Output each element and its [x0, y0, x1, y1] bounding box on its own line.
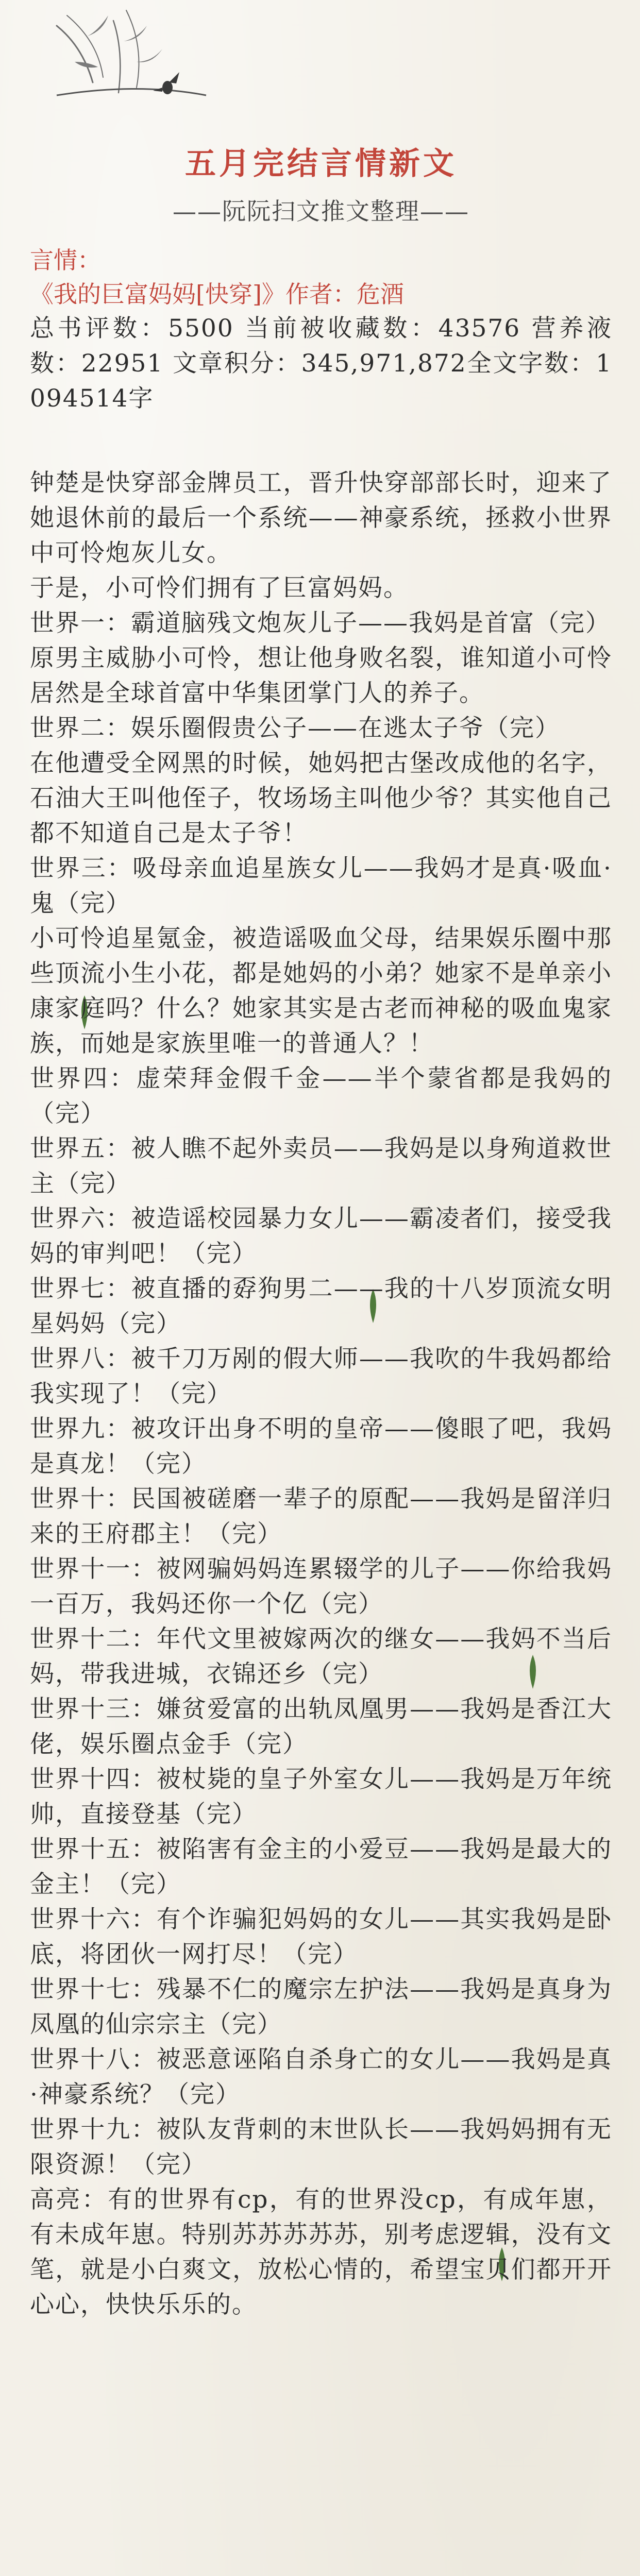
world-entry: 世界三：吸母亲血追星族女儿——我妈才是真·吸血·鬼（完） [30, 854, 612, 918]
world-entry: 世界十二：年代文里被嫁两次的继女——我妈不当后妈，带我进城，衣锦还乡（完） [30, 1625, 612, 1688]
world-entry: 世界二：娱乐圈假贵公子——在逃太子爷（完） [30, 714, 560, 742]
world-entry: 世界十八：被恶意诬陷自杀身亡的女儿——我妈是真·神豪系统？（完） [30, 2045, 612, 2109]
world-entry: 世界十一：被网骗妈妈连累辍学的儿子——你给我妈一百万，我妈还你一个亿（完） [30, 1555, 612, 1618]
world-entry: 世界八：被千刀万剐的假大师——我吹的牛我妈都给我实现了！（完） [30, 1345, 612, 1408]
article-content [30, 139, 612, 2323]
world-entry: 世界六：被造谣校园暴力女儿——霸凌者们，接受我妈的审判吧！（完） [30, 1205, 612, 1268]
world-entry: 世界十九：被队友背刺的末世队长——我妈妈拥有无限资源！（完） [30, 2115, 612, 2179]
book-stats: 总书评数：5500 当前被收藏数：43576 营养液数：22951 文章积分：345,971,872全文字数：1094514字 [30, 314, 612, 413]
synopsis-paragraph: 钟楚是快穿部金牌员工，晋升快穿部部长时，迎来了她退休前的最后一个系统——神豪系统，拯救小世界中可怜炮灰儿女。 [30, 469, 612, 567]
page-subtitle: ——阮阮扫文推文整理—— [173, 197, 469, 225]
synopsis [30, 466, 612, 2323]
world-entry: 世界七：被直播的孬狗男二——我的十八岁顶流女明星妈妈（完） [30, 1275, 612, 1338]
synopsis-paragraph: 小可怜追星氪金，被造谣吸血父母，结果娱乐圈中那些顶流小生小花，都是她妈的小弟？她家不是单亲小康家庭吗？什么？她家其实是古老而神秘的吸血鬼家族，而她是家族里唯一的普通人？！ [30, 924, 612, 1058]
category-label: 言情： [30, 246, 101, 274]
world-entry: 世界一：霸道脑残文炮灰儿子——我妈是首富（完） [30, 609, 611, 637]
synopsis-paragraph: 于是，小可怜们拥有了巨富妈妈。 [30, 574, 409, 602]
world-entry: 世界十：民国被磋磨一辈子的原配——我妈是留洋归来的王府郡主！（完） [30, 1485, 612, 1548]
world-entry: 世界四：虚荣拜金假千金——半个蒙省都是我妈的（完） [30, 1064, 612, 1128]
synopsis-paragraph: 在他遭受全网黑的时候，她妈把古堡改成他的名字，石油大王叫他侄子，牧场场主叫他少爷？其实他自己都不知道自己是太子爷！ [30, 749, 612, 848]
world-entry: 世界九：被攻讦出身不明的皇帝——傻眼了吧，我妈是真龙！（完） [30, 1415, 612, 1478]
world-entry: 世界十五：被陷害有金主的小爱豆——我妈是最大的金主！（完） [30, 1835, 612, 1899]
world-entry: 世界十六：有个诈骗犯妈妈的女儿——其实我妈是卧底，将团伙一网打尽！（完） [30, 1905, 612, 1969]
synopsis-paragraph: 原男主威胁小可怜，想让他身败名裂，谁知道小可怜居然是全球首富中华集团掌门人的养子。 [30, 644, 612, 707]
book-title-author: 《我的巨富妈妈[快穿]》作者：危酒 [30, 280, 404, 308]
world-entry: 世界五：被人瞧不起外卖员——我妈是以身殉道救世主（完） [30, 1134, 612, 1198]
world-entry: 世界十三：嫌贫爱富的出轨凤凰男——我妈是香江大佬，娱乐圈点金手（完） [30, 1695, 612, 1758]
world-entry: 世界十七：残暴不仁的魔宗左护法——我妈是真身为凤凰的仙宗宗主（完） [30, 1975, 612, 2039]
page-title: 五月完结言情新文 [185, 146, 457, 182]
world-entry: 世界十四：被杖毙的皇子外室女儿——我妈是万年统帅，直接登基（完） [30, 1765, 612, 1828]
highlight-note: 高亮：有的世界有cp，有的世界没cp，有成年崽，有未成年崽。特别苏苏苏苏苏，别考虑逻辑，没有文笔，就是小白爽文，放松心情的，希望宝贝们都开开心心，快快乐乐的。 [30, 2185, 612, 2319]
ink-bamboo-illustration [36, 5, 222, 124]
